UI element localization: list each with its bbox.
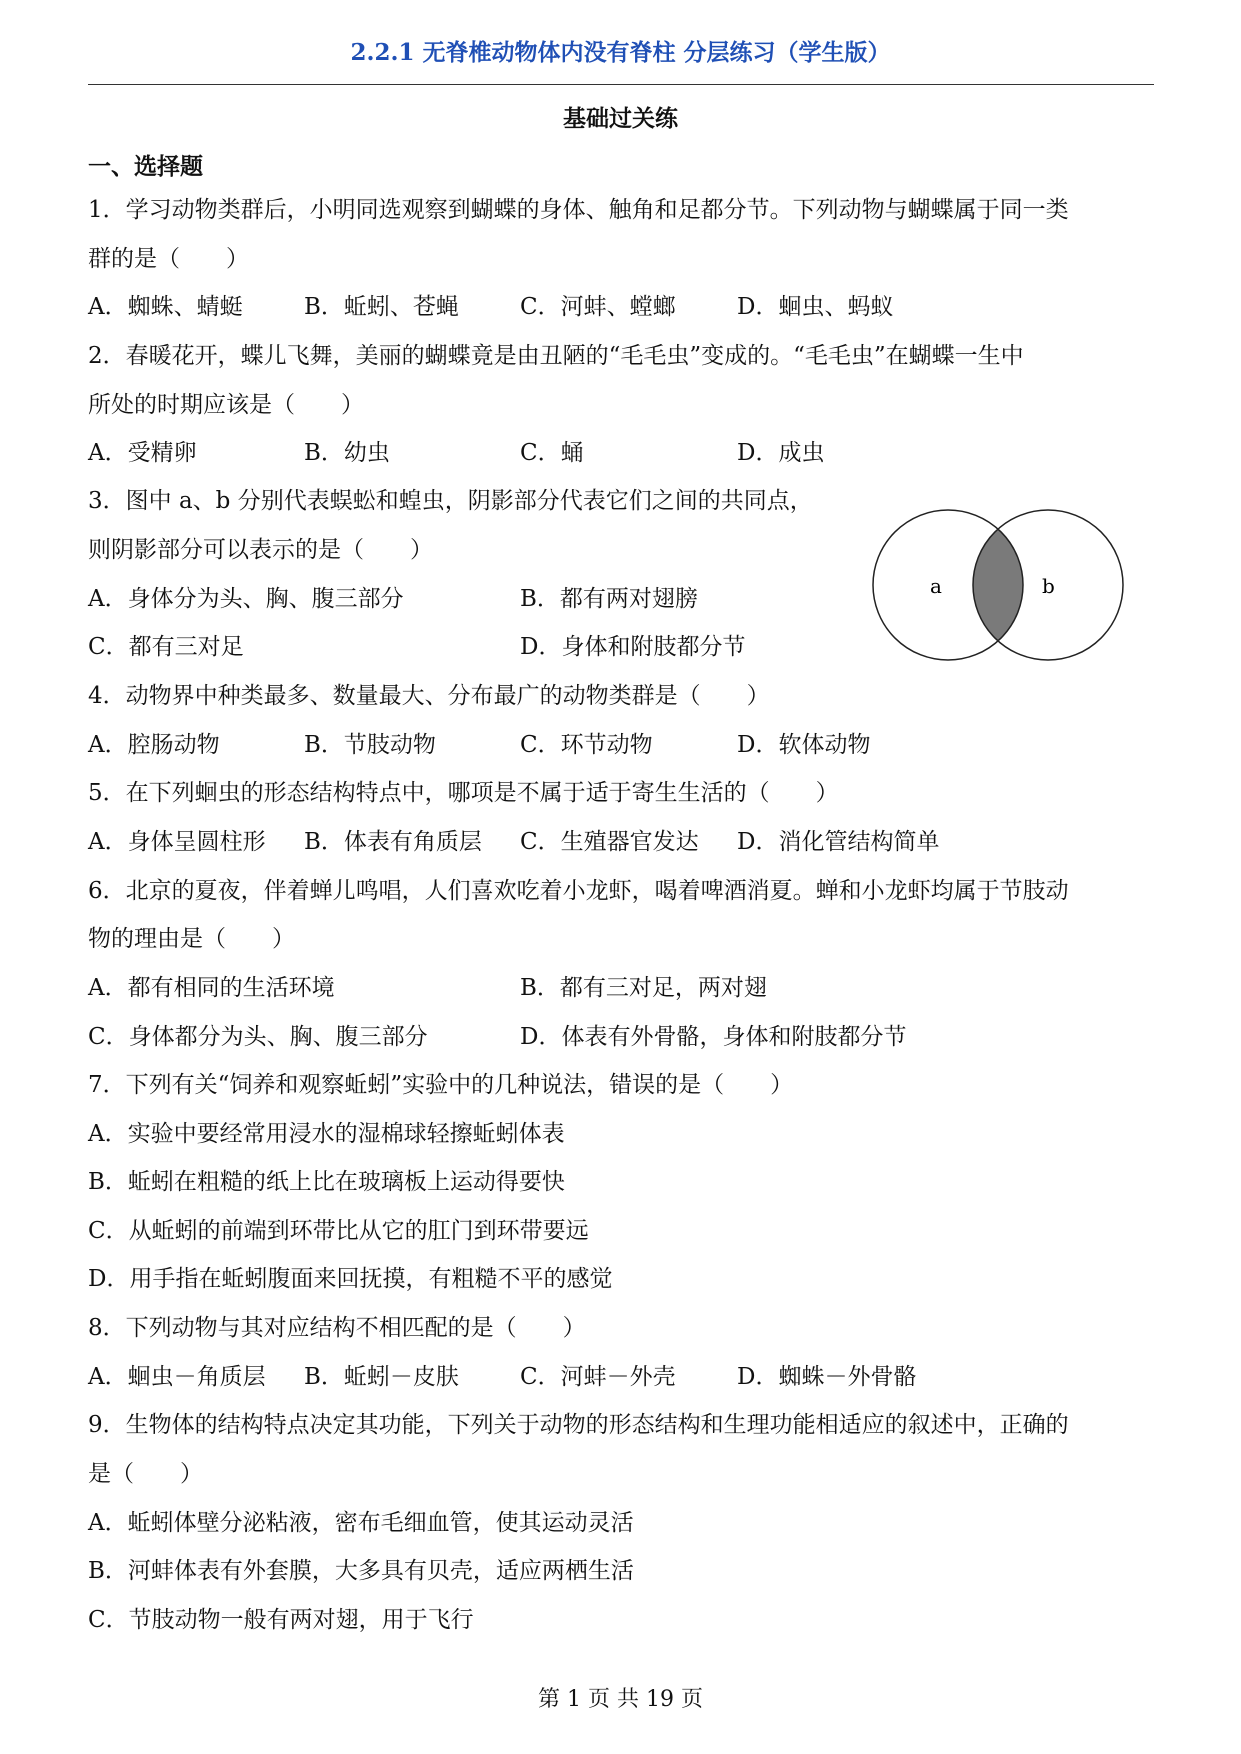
question-4-option-c: C．环节动物 [520,732,653,758]
question-2-line-1: 2．春暖花开，蝶儿飞舞，美丽的蝴蝶竟是由丑陋的“毛毛虫”变成的。“毛毛虫”在蝴蝶一生中 [88,343,1024,369]
question-1-option-a: A．蜘蛛、蜻蜓 [88,294,243,320]
question-2-option-b: B．幼虫 [304,440,390,466]
question-7-option-a: A．实验中要经常用浸水的湿棉球轻擦蚯蚓体表 [88,1121,565,1147]
section-title: 基础过关练 [563,105,678,132]
question-1-line-2: 群的是（ ） [88,246,249,272]
venn-label-b: b [1042,574,1055,598]
question-1-line-1: 1．学习动物类群后，小明同选观察到蝴蝶的身体、触角和足都分节。下列动物与蝴蝶属于同一类 [88,197,1069,223]
question-6-option-b: B．都有三对足，两对翅 [520,975,767,1001]
question-1-option-b: B．蚯蚓、苍蝇 [304,294,459,320]
question-8-option-a: A．蛔虫－角质层 [88,1364,266,1390]
question-3-line-2: 则阴影部分可以表示的是（ ） [88,537,433,563]
question-2-option-d: D．成虫 [737,440,825,466]
question-9-line-2: 是（ ） [88,1461,203,1487]
question-1-option-c: C．河蚌、螳螂 [520,294,676,320]
document-title: 2.2.1 无脊椎动物体内没有脊柱 分层练习（学生版） [350,39,891,66]
question-7-option-c: C．从蚯蚓的前端到环带比从它的肛门到环带要远 [88,1218,589,1244]
question-4-option-d: D．软体动物 [737,732,871,758]
question-2-line-2: 所处的时期应该是（ ） [88,392,364,418]
question-6-option-c: C．身体都分为头、胸、腹三部分 [88,1024,428,1050]
question-9-option-b: B．河蚌体表有外套膜，大多具有贝壳，适应两栖生活 [88,1558,634,1584]
page-footer: 第 1 页 共 19 页 [538,1687,703,1712]
question-2-option-c: C．蛹 [520,440,584,466]
question-8-line-1: 8．下列动物与其对应结构不相匹配的是（ ） [88,1315,586,1341]
question-4-option-b: B．节肢动物 [304,732,436,758]
question-7-option-b: B．蚯蚓在粗糙的纸上比在玻璃板上运动得要快 [88,1169,565,1195]
question-4-line-1: 4．动物界中种类最多、数量最大、分布最广的动物类群是（ ） [88,683,770,709]
question-5-option-b: B．体表有角质层 [304,829,482,855]
venn-label-a: a [930,574,942,598]
question-8-option-d: D．蜘蛛－外骨骼 [737,1364,917,1390]
question-4-option-a: A．腔肠动物 [88,732,220,758]
question-9-line-1: 9．生物体的结构特点决定其功能，下列关于动物的形态结构和生理功能相适应的叙述中，正确的 [88,1412,1069,1438]
question-3-option-a: A．身体分为头、胸、腹三部分 [88,586,404,612]
question-3-option-d: D．身体和附肢都分节 [520,634,746,660]
question-8-option-b: B．蚯蚓－皮肤 [304,1364,459,1390]
question-8-option-c: C．河蚌－外壳 [520,1364,676,1390]
question-6-line-1: 6．北京的夏夜，伴着蝉儿鸣唱，人们喜欢吃着小龙虾，喝着啤酒消夏。蝉和小龙虾均属于节肢动 [88,878,1069,904]
question-6-line-2: 物的理由是（ ） [88,926,295,952]
part-title: 一、选择题 [88,153,203,180]
question-5-option-c: C．生殖器官发达 [520,829,699,855]
venn-diagram [868,505,1128,665]
header-divider [88,84,1154,85]
question-6-option-d: D．体表有外骨骼，身体和附肢都分节 [520,1024,907,1050]
question-2-option-a: A．受精卵 [88,440,197,466]
question-6-option-a: A．都有相同的生活环境 [88,975,335,1001]
question-5-option-a: A．身体呈圆柱形 [88,829,266,855]
question-7-option-d: D．用手指在蚯蚓腹面来回抚摸，有粗糙不平的感觉 [88,1266,613,1292]
question-3-option-b: B．都有两对翅膀 [520,586,698,612]
question-9-option-a: A．蚯蚓体壁分泌粘液，密布毛细血管，使其运动灵活 [88,1510,634,1536]
question-3-option-c: C．都有三对足 [88,634,244,660]
question-9-option-c: C．节肢动物一般有两对翅，用于飞行 [88,1607,474,1633]
question-1-option-d: D．蛔虫、蚂蚁 [737,294,894,320]
question-5-option-d: D．消化管结构简单 [737,829,940,855]
question-3-line-1: 3．图中 a、b 分别代表蜈蚣和蝗虫，阴影部分代表它们之间的共同点， [88,488,813,514]
question-7-line-1: 7．下列有关“饲养和观察蚯蚓”实验中的几种说法，错误的是（ ） [88,1072,794,1098]
question-5-line-1: 5．在下列蛔虫的形态结构特点中，哪项是不属于适于寄生生活的（ ） [88,780,839,806]
